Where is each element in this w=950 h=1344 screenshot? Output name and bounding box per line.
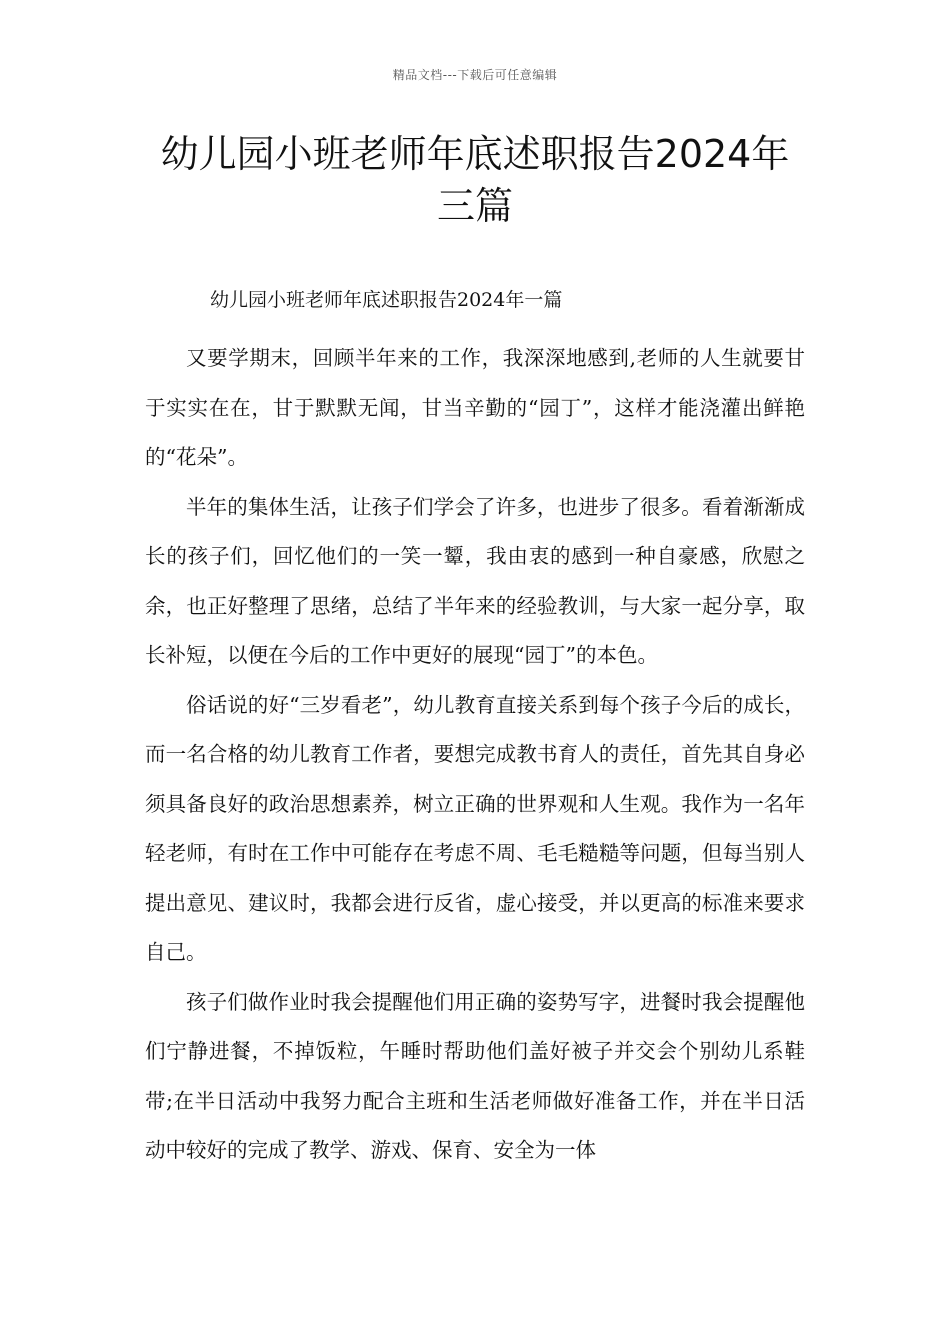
section-title: 幼儿园小班老师年底述职报告2024年一篇 <box>210 289 563 311</box>
paragraph: 俗话说的好“三岁看老”，幼儿教育直接关系到每个孩子今后的成长，而一名合格的幼儿教育工作者，要想完成教书育人的责任，首先其自身必须具备良好的政治思想素养，树立正确的世界观和人生观。我作为一名年轻老师，有时在工作中可能存在考虑不周、毛毛糙糙等问题，但每当别人提出意见、建议时，我都会进行反省，虚心接受，并以更高的标准来要求自己。 <box>145 692 805 964</box>
document-title: 幼儿园小班老师年底述职报告2024年三篇 <box>160 132 790 228</box>
header-note: 精品文档---下载后可任意编辑 <box>392 68 558 82</box>
paragraph: 半年的集体生活，让孩子们学会了许多，也进步了很多。看着渐渐成长的孩子们，回忆他们的一笑一颦，我由衷的感到一种自豪感，欣慰之余，也正好整理了思绪，总结了半年来的经验教训，与大家一起分享，取长补短，以便在今后的工作中更好的展现“园丁”的本色。 <box>145 494 805 667</box>
document-body <box>145 334 805 1176</box>
paragraph: 孩子们做作业时我会提醒他们用正确的姿势写字，进餐时我会提醒他们宁静进餐，不掉饭粒，午睡时帮助他们盖好被子并交会个别幼儿系鞋带;在半日活动中我努力配合主班和生活老师做好准备工作，并在半日活动中较好的完成了教学、游戏、保育、安全为一体 <box>145 989 805 1162</box>
paragraph: 又要学期末，回顾半年来的工作，我深深地感到,老师的人生就要甘于实实在在，甘于默默无闻，甘当辛勤的“园丁”，这样才能浇灌出鲜艳的“花朵”。 <box>145 346 805 469</box>
